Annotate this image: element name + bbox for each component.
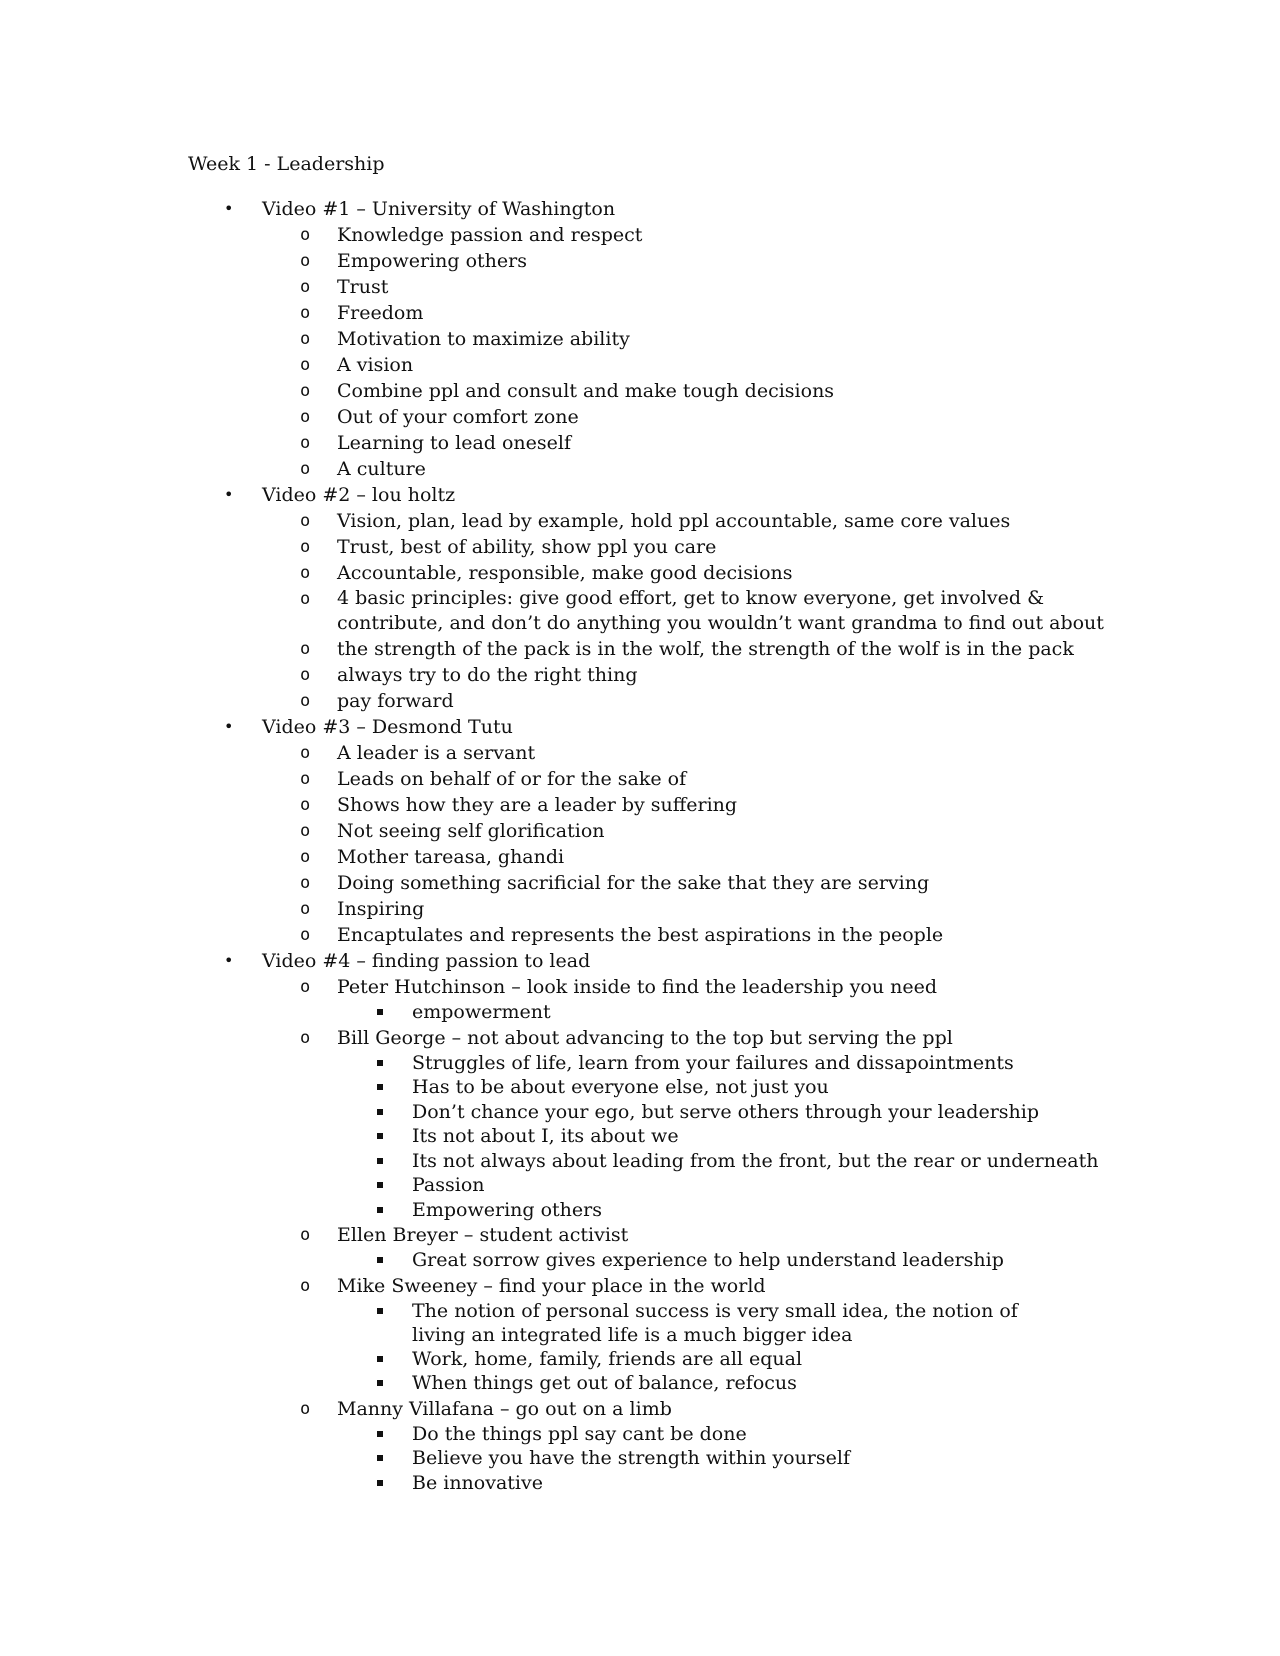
video-point [0,870,1280,896]
speaker-note [0,1000,1280,1025]
document-title: Week 1 - Leadership [188,153,385,175]
video-heading-text: Video #4 – finding passion to lead [262,950,591,972]
speaker-note-text: Empowering others [412,1198,602,1221]
speaker-note-text: Its not about I, its about we [412,1125,679,1147]
square-bullet-marker [377,1109,383,1115]
speaker-note [0,1347,1280,1372]
sub-bullet-marker: o [300,769,311,789]
speaker-item [0,1273,1280,1299]
video-heading [0,196,1280,222]
speaker-item [0,1222,1280,1248]
video-point [0,352,1280,378]
speaker-note-text: Do the things ppl say cant be done [412,1422,747,1445]
video-heading-text: Video #1 – University of Washington [262,198,616,220]
video-point-text: Out of your comfort zone [337,406,579,428]
bullet-marker: • [224,485,234,504]
speaker-item [0,974,1280,1000]
sub-bullet-marker: o [300,1225,311,1245]
sub-bullet-marker: o [300,691,311,711]
video-heading [0,948,1280,974]
speaker-note-text: Don’t chance your ego, but serve others through your leadership [412,1100,1040,1123]
video-point [0,766,1280,792]
sub-bullet-marker: o [300,563,311,583]
sub-bullet-marker: o [300,639,311,659]
video-point [0,326,1280,352]
sub-bullet-marker: o [300,251,311,271]
video-point [0,508,1280,534]
sub-bullet-marker: o [300,1275,311,1296]
video-point-text: Not seeing self glorification [337,820,605,842]
speaker-note [0,1149,1280,1174]
video-point [0,792,1280,818]
video-point-text: the strength of the pack is in the wolf, the strength of the wolf is in the pack [337,638,1074,660]
sub-bullet-marker: o [300,795,311,815]
speaker-item-text: Manny Villafana – go out on a limb [337,1397,672,1420]
video-point-text: Accountable, responsible, make good decisions [337,562,793,584]
sub-bullet-marker: o [300,821,311,841]
sub-bullet-marker: o [300,977,311,997]
video-point-text: Leads on behalf of or for the sake of [337,768,687,790]
sub-bullet-marker: o [300,511,311,531]
speaker-item-text: Mike Sweeney – find your place in the world [337,1274,766,1297]
sub-bullet-marker: o [300,433,311,453]
speaker-note [0,1173,1280,1198]
sub-bullet-marker: o [300,1027,311,1048]
square-bullet-marker [377,1182,383,1188]
sub-bullet-marker: o [300,1398,311,1419]
video-point-text: Doing something sacrificial for the sake that they are serving [337,872,930,894]
video-point-text: Knowledge passion and respect [337,224,643,246]
speaker-note [0,1446,1280,1471]
video-point-text: Encaptulates and represents the best aspirations in the people [337,924,944,946]
speaker-item [0,1025,1280,1051]
square-bullet-marker [377,1455,383,1461]
speaker-note-text: Passion [412,1174,485,1196]
video-point [0,430,1280,456]
video-point [0,248,1280,274]
video-point-text: A culture [337,458,426,480]
video-point-text: always try to do the right thing [337,664,638,686]
speaker-note [0,1100,1280,1125]
bullet-marker: • [224,199,234,218]
speaker-note-text: empowerment [412,1001,551,1023]
speaker-note [0,1198,1280,1223]
video-point [0,560,1280,586]
video-point-text: A leader is a servant [337,742,536,764]
video-heading [0,482,1280,508]
video-point-text: A vision [337,354,414,376]
sub-bullet-marker: o [300,381,311,401]
video-point-text: Empowering others [337,250,527,272]
square-bullet-marker [377,1257,383,1263]
square-bullet-marker [377,1084,383,1090]
speaker-note-text: Has to be about everyone else, not just you [412,1076,829,1098]
speaker-item-text: Bill George – not about advancing to the top but serving the ppl [337,1026,953,1049]
video-point [0,300,1280,326]
square-bullet-marker [377,1207,383,1213]
square-bullet-marker [377,1431,383,1437]
video-point [0,844,1280,870]
speaker-note [0,1299,1280,1347]
video-heading [0,714,1280,740]
bullet-marker: • [224,951,234,970]
video-point [0,818,1280,844]
video-point [0,636,1280,662]
square-bullet-marker [377,1158,383,1164]
square-bullet-marker [377,1133,383,1139]
video-point [0,688,1280,714]
sub-bullet-marker: o [300,355,311,375]
square-bullet-marker [377,1060,383,1066]
video-point [0,456,1280,482]
video-point-text: Inspiring [337,898,425,920]
sub-bullet-marker: o [300,873,311,893]
speaker-note-text: Be innovative [412,1471,543,1494]
speaker-note-text: When things get out of balance, refocus [412,1372,797,1394]
video-point-text: Learning to lead oneself [337,432,572,454]
speaker-note [0,1371,1280,1396]
video-point [0,922,1280,948]
speaker-note [0,1248,1280,1273]
speaker-note-text: Work, home, family, friends are all equal [412,1347,803,1370]
sub-bullet-marker: o [300,277,311,297]
square-bullet-marker [377,1009,383,1015]
speaker-note-text: Its not always about leading from the front, but the rear or underneath [412,1149,1099,1172]
video-point-text: Trust, best of ability, show ppl you care [337,536,717,558]
sub-bullet-marker: o [300,899,311,919]
video-point [0,378,1280,404]
video-point [0,740,1280,766]
video-point-text: Mother tareasa, ghandi [337,846,565,868]
video-heading-text: Video #2 – lou holtz [262,484,456,506]
video-point [0,404,1280,430]
speaker-note-text: Believe you have the strength within yourself [412,1447,850,1469]
video-point-text: pay forward [337,690,454,712]
video-point-text: Freedom [337,302,424,324]
video-heading-text: Video #3 – Desmond Tutu [262,716,513,738]
video-point [0,586,1280,636]
sub-bullet-marker: o [300,459,311,479]
square-bullet-marker [377,1480,383,1486]
speaker-item-text: Peter Hutchinson – look inside to find the leadership you need [337,976,938,998]
speaker-item-text: Ellen Breyer – student activist [337,1224,629,1246]
video-point [0,534,1280,560]
sub-bullet-marker: o [300,589,311,609]
speaker-note [0,1075,1280,1100]
speaker-note-text: Struggles of life, learn from your failures and dissapointments [412,1051,1014,1074]
video-point-text: Vision, plan, lead by example, hold ppl accountable, same core values [337,510,1011,532]
speaker-note [0,1422,1280,1447]
sub-bullet-marker: o [300,225,311,245]
video-point [0,222,1280,248]
video-point-text: Motivation to maximize ability [337,328,630,350]
speaker-item [0,1396,1280,1422]
square-bullet-marker [377,1380,383,1386]
video-point-text: Combine ppl and consult and make tough decisions [337,380,835,402]
video-point [0,896,1280,922]
sub-bullet-marker: o [300,537,311,557]
sub-bullet-marker: o [300,743,311,763]
square-bullet-marker [377,1308,383,1314]
speaker-note [0,1051,1280,1076]
sub-bullet-marker: o [300,925,311,945]
video-point-text: Shows how they are a leader by suffering [337,794,738,816]
square-bullet-marker [377,1356,383,1362]
sub-bullet-marker: o [300,303,311,323]
sub-bullet-marker: o [300,665,311,685]
sub-bullet-marker: o [300,329,311,349]
video-point-text: Trust [337,276,389,298]
sub-bullet-marker: o [300,847,311,867]
video-point-text: 4 basic principles: give good effort, get to know everyone, get involved & contribute, and don’t do anything you wouldn’t want grandma to find out about [337,587,1104,634]
speaker-note [0,1471,1280,1496]
video-point [0,662,1280,688]
speaker-note [0,1124,1280,1149]
speaker-note-text: Great sorrow gives experience to help understand leadership [412,1249,1004,1271]
video-point [0,274,1280,300]
sub-bullet-marker: o [300,407,311,427]
bullet-marker: • [224,717,234,736]
speaker-note-text: The notion of personal success is very small idea, the notion of living an integrated life is a much bigger idea [412,1299,1018,1346]
outline-list [0,196,1280,1495]
